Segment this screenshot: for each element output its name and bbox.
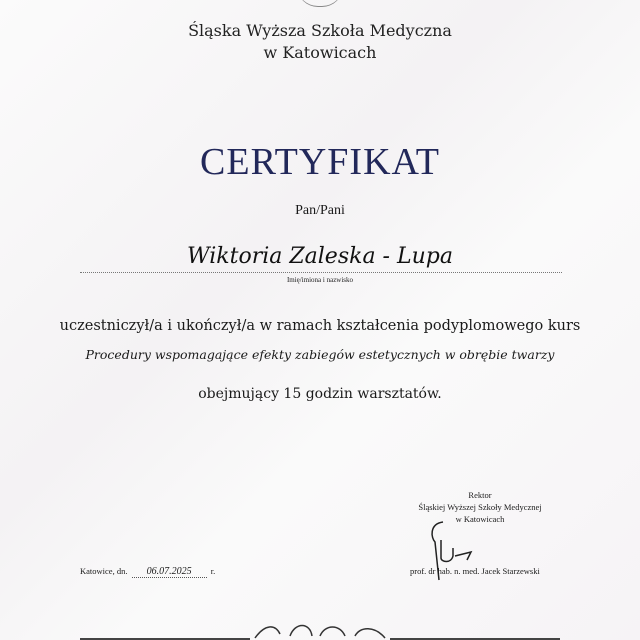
course-hours: obejmujący 15 godzin warsztatów. <box>198 386 442 402</box>
signatory-name: prof. dr hab. n. med. Jacek Starzewski <box>410 566 540 576</box>
course-name: Procedury wspomagające efekty zabiegów estetycznych w obrębie twarzy <box>85 347 555 362</box>
issue-date: 06.07.2025 <box>132 566 207 578</box>
bottom-ornament <box>250 622 390 640</box>
place-label: Katowice, dn. <box>80 566 128 576</box>
institution-city: w Katowicach <box>263 43 377 62</box>
certificate-title: CERTYFIKAT <box>200 141 440 183</box>
completion-statement: uczestniczył/a i ukończył/a w ramach kształcenia podyplomowego kurs <box>59 318 581 334</box>
university-seal-fragment <box>297 0 343 7</box>
salutation: Pan/Pani <box>295 203 345 218</box>
recipient-name: Wiktoria Zaleska - Lupa <box>187 244 453 269</box>
signatory-city: w Katowicach <box>455 514 505 524</box>
place-and-date <box>80 566 215 578</box>
institution-name: Śląska Wyższa Szkoła Medyczna <box>188 21 452 40</box>
date-suffix: r. <box>210 566 216 576</box>
name-dotted-line <box>80 272 562 273</box>
institution-header <box>0 20 640 64</box>
signatory-role: Rektor <box>468 490 492 500</box>
signatory-org: Śląskiej Wyższej Szkoły Medycznej <box>418 502 542 512</box>
recipient-name-label: Imię/imiona i nazwisko <box>286 276 354 284</box>
